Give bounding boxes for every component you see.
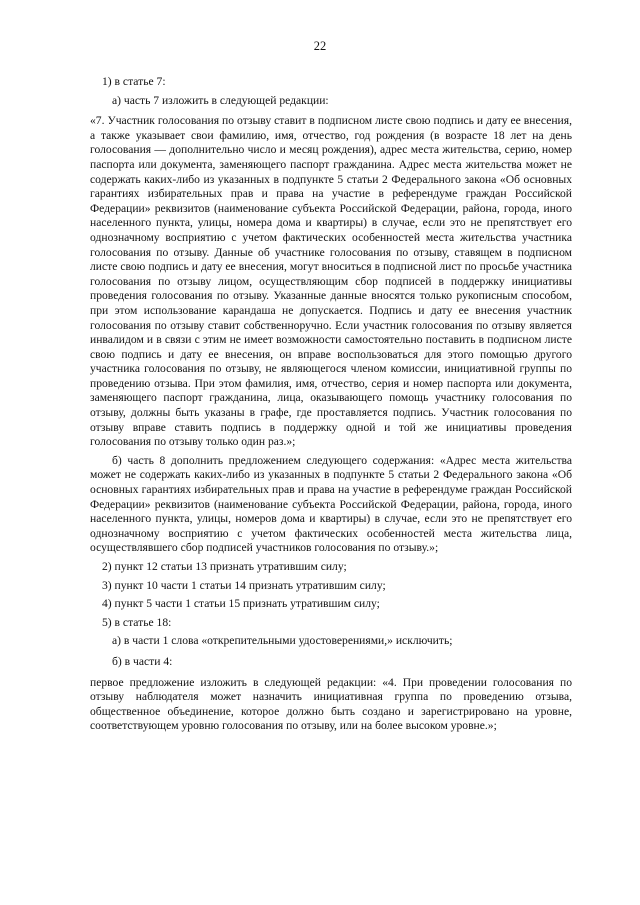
list-item-article-18: 5) в статье 18: (102, 615, 172, 629)
sub-item-part-7: а) часть 7 изложить в следующей редакции: (112, 93, 329, 107)
sub-item-article-18-part-4: б) в части 4: (112, 654, 173, 668)
list-item-article-7: 1) в статье 7: (102, 75, 166, 88)
list-item-article-13: 2) пункт 12 статьи 13 признать утратившим силу; (102, 560, 347, 573)
page-number: 22 (313, 39, 327, 53)
sub-item-article-18-part-1: а) в части 1 слова «открепительными удостоверениями,» исключить; (112, 634, 453, 648)
list-item-article-15: 4) пункт 5 части 1 статьи 15 признать утратившим силу; (102, 597, 380, 611)
list-item-article-14: 3) пункт 10 части 1 статьи 14 признать утратившим силу; (102, 578, 386, 592)
sub-item-part-8: б) часть 8 дополнить предложением следующего содержания: «Адрес места жительства может не содержать каких-либо из указанных в подпункте 5 статьи 2 Федерального закона «Об основных гарантиях избирательных прав и права на участие в референдуме граждан Российской Федерации» реквизитов (наименование субъекта Российской Федерации, района, города, иного населенного пункта, улицы, номеров дома и квартиры) в случае, если это не препятствует его однозначному восприятию с учетом фактических особенностей места жительства лица, осуществлявшего сбор подписей участников голосования по отзыву.»; (90, 453, 572, 555)
document-body (90, 75, 572, 738)
quoted-text-part-4: первое предложение изложить в следующей редакции: «4. При проведении голосования по отзыву наблюдателя может назначить инициативная группа по проведению отзыва, общественное объединение, которое должно быть создано и зарегистрировано на уровне, соответствующем уровню голосования по отзыву, или на более высоком уровне.»; (90, 675, 572, 733)
quoted-text-part-7: «7. Участник голосования по отзыву ставит в подписном листе свою подпись и дату ее внесения, а также указывает свои фамилию, имя, отчество, год рождения (в возрасте 18 лет на день голосования — дополнительно число и месяц рождения), адрес места жительства, серию, номер паспорта или документа, заменяющего паспорт гражданина. Адрес места жительства может не содержать каких-либо из указанных в подпункте 5 статьи 2 Федерального закона «Об основных гарантиях избирательных прав и права на участие в референдуме граждан Российской Федерации» реквизитов (наименование субъекта Российской Федерации, района, города, иного населенного пункта, улицы, номера дома и квартиры) в случае, если это не препятствует его однозначному восприятию с учетом фактических особенностей места жительства участника голосования по отзыву. Данные об участнике голосования по отзыву, ставящем в подписном листе свою подпись и дату ее внесения, могут вноситься в подписной лист по просьбе участника голосования по отзыву лицом, осуществляющим сбор подписей в поддержку инициативы проведения голосования по отзыву. Указанные данные вносятся только рукописным способом, при этом использование карандаша не допускается. Подпись и дату ее внесения участник голосования по отзыву ставит собственноручно. Если участник голосования по отзыву является инвалидом и в связи с этим не имеет возможности самостоятельно поставить в подписном листе свою подпись и дату ее внесения, он вправе воспользоваться для этого помощью другого участника голосования по отзыву, не являющегося членом комиссии, инициативной группы по проведению отзыва. При этом фамилия, имя, отчество, серия и номер паспорта или документа, заменяющего паспорт гражданина, лица, оказывающего помощь участнику голосования по отзыву, должны быть указаны в графе, где проставляется подпись. Участник голосования по отзыву вправе ставить подпись в поддержку одной и той же инициативы проведения голосования по отзыву только один раз.»; (90, 114, 572, 449)
